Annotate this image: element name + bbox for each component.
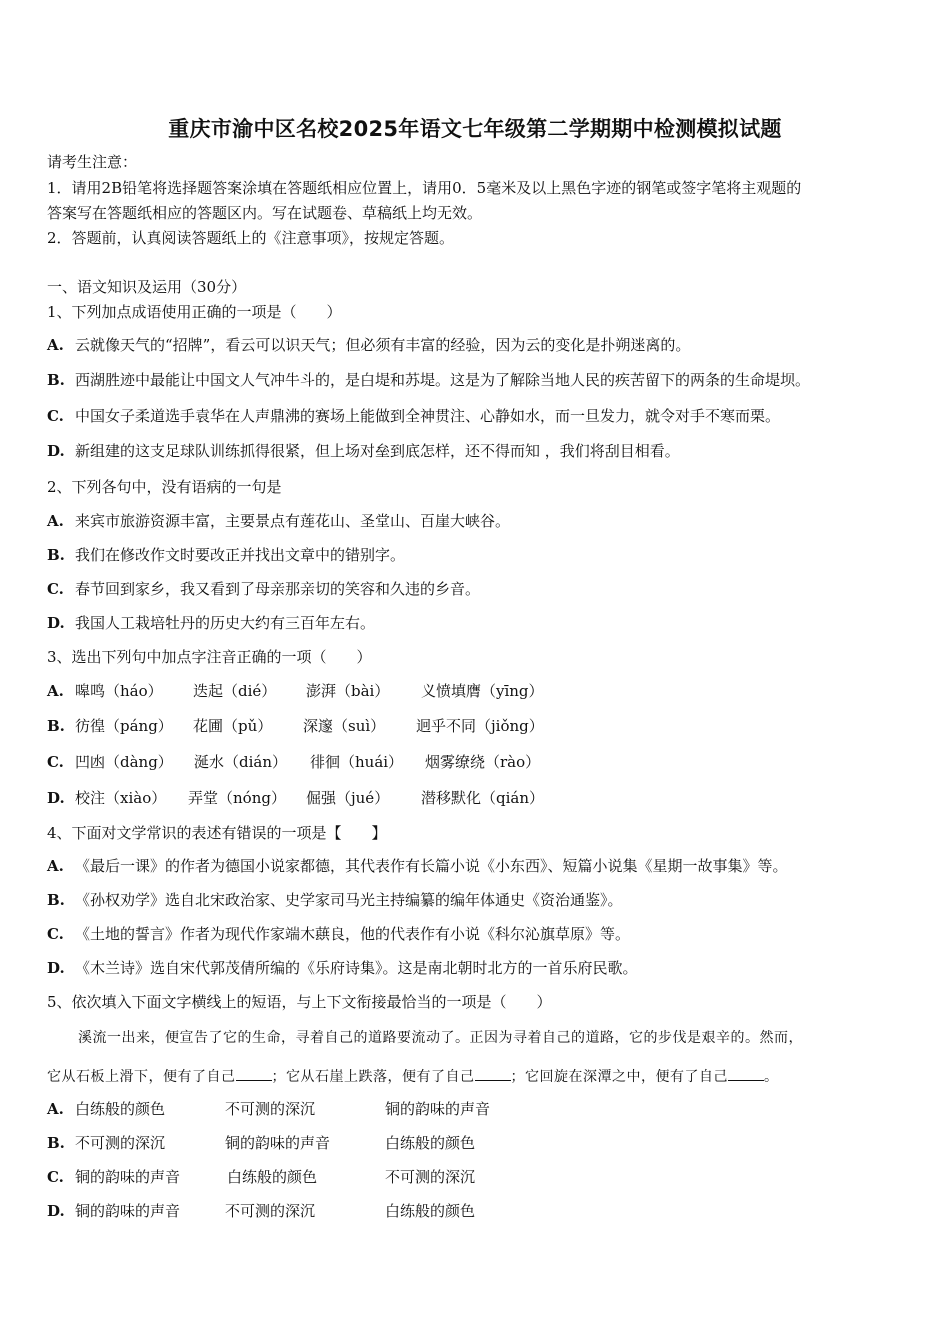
fill-blank-2	[475, 1066, 511, 1081]
passage-line-1: 溪流一出来，便宣告了它的生命，寻着自己的道路要流动了。正因为寻着自己的道路，它的步伐是艰辛的。然而，	[78, 1030, 803, 1046]
option-letter: C.	[47, 407, 64, 425]
passage-segment: 。	[764, 1069, 779, 1085]
option-item: 铜的韵味的声音	[75, 1168, 181, 1186]
option-text: 《木兰诗》选自宋代郭茂倩所编的《乐府诗集》。这是南北朝时北方的一首乐府民歌。	[75, 959, 638, 977]
option-item: 澎湃（bài）	[306, 682, 390, 700]
option-item: 不可测的深沉	[385, 1168, 476, 1186]
option-item: 铜的韵味的声音	[385, 1100, 491, 1118]
option-item: 迥乎不同（jiǒng）	[416, 717, 544, 735]
question-5-option-c	[47, 1167, 907, 1187]
question-3-option-c	[47, 752, 907, 772]
question-3-option-d	[47, 788, 907, 808]
option-letter: A.	[47, 1100, 64, 1118]
option-letter: D.	[47, 959, 65, 977]
question-1-stem: 1、下列加点成语使用正确的一项是（ ）	[47, 303, 342, 321]
question-4-option-d	[47, 958, 638, 978]
question-5-option-b	[47, 1133, 907, 1153]
question-4-option-b	[47, 890, 623, 910]
question-2-stem: 2、下列各句中，没有语病的一句是	[47, 478, 282, 496]
option-letter: C.	[47, 1168, 64, 1186]
page-title: 重庆市渝中区名校2025年语文七年级第二学期期中检测模拟试题	[168, 117, 782, 141]
option-item: 白练般的颜色	[75, 1100, 166, 1118]
option-item: 不可测的深沉	[225, 1100, 316, 1118]
question-4-option-c	[47, 924, 630, 944]
option-item: 不可测的深沉	[225, 1202, 316, 1220]
option-item: 迭起（dié）	[193, 682, 277, 700]
question-5-option-a	[47, 1099, 907, 1119]
notice-item-1-line-1: 1．请用2B铅笔将选择题答案涂填在答题纸相应位置上，请用0．5毫米及以上黑色字迹的钢笔或签字笔将主观题的	[47, 179, 802, 197]
option-item: 白练般的颜色	[385, 1134, 476, 1152]
option-text: 西湖胜迹中最能让中国文人气冲牛斗的，是白堤和苏堤。这是为了解除当地人民的疾苦留下的两条的生命堤坝。	[75, 371, 811, 389]
option-item: 嗥鸣（háo）	[75, 682, 163, 700]
option-item: 不可测的深沉	[75, 1134, 166, 1152]
option-letter: B.	[47, 1134, 65, 1152]
question-2-option-d	[47, 613, 375, 633]
option-letter: D.	[47, 614, 65, 632]
option-item: 彷徨（páng）	[75, 717, 173, 735]
option-letter: D.	[47, 1202, 65, 1220]
option-item: 倔强（jué）	[306, 789, 390, 807]
option-letter: C.	[47, 580, 64, 598]
option-letter: A.	[47, 336, 64, 354]
option-item: 铜的韵味的声音	[225, 1134, 331, 1152]
passage-segment: 它从石板上滑下，便有了自己	[47, 1069, 236, 1085]
option-letter: D.	[47, 789, 65, 807]
option-item: 弄堂（nóng）	[188, 789, 286, 807]
option-item: 深邃（suì）	[303, 717, 386, 735]
option-letter: B.	[47, 371, 65, 389]
option-item: 烟雾缭绕（rào）	[425, 753, 541, 771]
question-1-option-b	[47, 370, 810, 390]
question-1-option-a	[47, 335, 690, 355]
question-2-option-c	[47, 579, 480, 599]
question-3-option-b	[47, 716, 907, 736]
passage-segment: ；它从石崖上跌落，便有了自己	[271, 1069, 475, 1085]
option-text: 我们在修改作文时要改正并找出文章中的错别字。	[75, 546, 406, 564]
notice-heading: 请考生注意：	[47, 153, 138, 171]
option-letter: C.	[47, 753, 64, 771]
option-item: 铜的韵味的声音	[75, 1202, 181, 1220]
question-5-stem: 5、依次填入下面文字横线上的短语，与上下文衔接最恰当的一项是（ ）	[47, 993, 552, 1011]
option-text: 春节回到家乡，我又看到了母亲那亲切的笑容和久违的乡音。	[75, 580, 481, 598]
question-1-option-c	[47, 406, 780, 426]
option-letter: A.	[47, 682, 64, 700]
option-item: 白练般的颜色	[385, 1202, 476, 1220]
option-item: 义愤填膺（yīng）	[421, 682, 544, 700]
option-text: 云就像天气的“招牌”，看云可以识天气；但必须有丰富的经验，因为云的变化是扑朔迷离的。	[75, 336, 691, 354]
question-2-option-a	[47, 511, 510, 531]
passage-segment: ；它回旋在深潭之中，便有了自己	[510, 1069, 728, 1085]
question-4-stem: 4、下面对文学常识的表述有错误的一项是【 】	[47, 824, 387, 842]
question-3-stem: 3、选出下列句中加点字注音正确的一项（ ）	[47, 648, 372, 666]
option-item: 徘徊（huái）	[310, 753, 404, 771]
question-4-option-a	[47, 856, 788, 876]
option-letter: A.	[47, 857, 64, 875]
option-letter: C.	[47, 925, 64, 943]
option-item: 花圃（pǔ）	[193, 717, 273, 735]
notice-item-2: 2．答题前，认真阅读答题纸上的《注意事项》，按规定答题。	[47, 229, 455, 247]
section-heading: 一、语文知识及运用（30分）	[47, 278, 247, 296]
option-text: 《土地的誓言》作者为现代作家端木蕻良，他的代表作有小说《科尔沁旗草原》等。	[75, 925, 631, 943]
question-2-option-b	[47, 545, 405, 565]
option-letter: B.	[47, 891, 65, 909]
option-item: 校注（xiào）	[75, 789, 167, 807]
option-letter: B.	[47, 546, 65, 564]
question-1-option-d	[47, 441, 680, 461]
option-text: 我国人工栽培牡丹的历史大约有三百年左右。	[75, 614, 376, 632]
option-text: 来宾市旅游资源丰富，主要景点有莲花山、圣堂山、百崖大峡谷。	[75, 512, 511, 530]
option-text: 《最后一课》的作者为德国小说家都德，其代表作有长篇小说《小东西》、短篇小说集《星期一故事集》等。	[75, 857, 788, 875]
option-letter: D.	[47, 442, 65, 460]
fill-blank-1	[236, 1066, 272, 1081]
option-item: 涎水（dián）	[194, 753, 288, 771]
option-text: 新组建的这支足球队训练抓得很紧，但上场对垒到底怎样，还不得而知 ，我们将刮目相看。	[75, 442, 680, 460]
option-text: 《孙权劝学》选自北宋政治家、史学家司马光主持编纂的编年体通史《资治通鉴》。	[75, 891, 623, 909]
option-item: 潜移默化（qián）	[421, 789, 545, 807]
notice-item-1-line-2: 答案写在答题纸相应的答题区内。写在试题卷、草稿纸上均无效。	[47, 204, 483, 222]
question-3-option-a	[47, 681, 907, 701]
passage-line-2	[47, 1066, 779, 1087]
option-letter: B.	[47, 717, 65, 735]
option-item: 凹凼（dàng）	[75, 753, 173, 771]
option-item: 白练般的颜色	[227, 1168, 318, 1186]
fill-blank-3	[728, 1066, 764, 1081]
question-5-option-d	[47, 1201, 907, 1221]
option-letter: A.	[47, 512, 64, 530]
option-text: 中国女子柔道选手袁华在人声鼎沸的赛场上能做到全神贯注、心静如水，而一旦发力，就令对手不寒而栗。	[75, 407, 781, 425]
